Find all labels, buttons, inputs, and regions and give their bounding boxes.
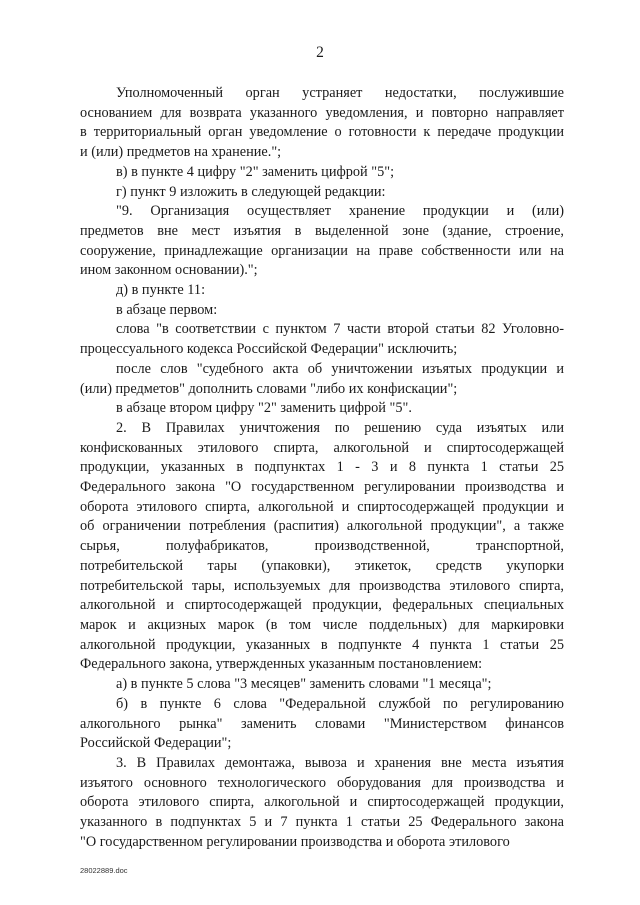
text-line: изъятого основного технологического оборудования для производства и bbox=[80, 774, 564, 791]
paragraph bbox=[80, 399, 564, 419]
text-line: Российской Федерации"; bbox=[80, 735, 232, 752]
paragraph bbox=[80, 202, 564, 281]
text-line: сырья, полуфабрикатов, производственной, транспортной, bbox=[80, 538, 564, 555]
text-line: указанного в подпунктах 5 и 7 пункта 1 статьи 25 Федерального закона bbox=[80, 814, 564, 831]
text-line: 3. В Правилах демонтажа, вывоза и хранения вне места изъятия bbox=[116, 754, 564, 771]
text-line: (или) предметов" дополнить словами "либо их конфискации"; bbox=[80, 380, 458, 397]
text-line: 2. В Правилах уничтожения по решению суда изъятых или bbox=[116, 419, 564, 436]
paragraph bbox=[80, 419, 564, 675]
text-line: марок и акцизных марок (в том числе поддельных) для маркировки bbox=[80, 616, 564, 633]
text-line: и (или) предметов на хранение."; bbox=[80, 144, 282, 161]
text-line: алкогольной и спиртосодержащей продукции, федеральных специальных bbox=[80, 597, 564, 614]
document-body bbox=[80, 84, 564, 852]
text-line: в территориальный орган уведомление о готовности к передаче продукции bbox=[80, 124, 564, 141]
text-line: основанием для возврата указанного уведомления, и повторно направляет bbox=[80, 104, 564, 121]
text-line: об ограничении потребления (распития) алкогольной продукции", а также bbox=[80, 518, 564, 535]
page-number: 2 bbox=[316, 44, 324, 61]
paragraph bbox=[80, 320, 564, 359]
text-line: оборота этилового спирта, алкогольной и спиртосодержащей продукции, bbox=[80, 794, 564, 811]
paragraph bbox=[80, 84, 564, 163]
text-line: продукции, указанных в подпунктах 1 - 3 и 8 пункта 1 статьи 25 bbox=[80, 459, 564, 476]
text-line: д) в пункте 11: bbox=[116, 282, 206, 299]
paragraph bbox=[80, 183, 564, 203]
paragraph bbox=[80, 281, 564, 301]
text-line: в абзаце первом: bbox=[116, 301, 218, 318]
text-line: в абзаце втором цифру "2" заменить цифрой "5". bbox=[116, 400, 412, 417]
text-line: алкогольной продукции, указанных в подпункте 4 пункта 1 статьи 25 bbox=[80, 636, 564, 653]
footer-filename: 28022889.doc bbox=[80, 866, 128, 875]
text-line: "О государственном регулировании производства и оборота этилового bbox=[80, 833, 510, 850]
text-line: слова "в соответствии с пунктом 7 части второй статьи 82 Уголовно- bbox=[116, 321, 564, 338]
text-line: после слов "судебного акта об уничтожении изъятых продукции и bbox=[116, 360, 564, 377]
text-line: ином законном основании)."; bbox=[80, 262, 258, 279]
text-line: Федерального закона, утвержденных указанным постановлением: bbox=[80, 656, 483, 673]
text-line: оборота этилового спирта, алкогольной и спиртосодержащей продукции и bbox=[80, 498, 564, 515]
text-line: потребительской тары (упаковки), этикеток, средств укупорки bbox=[80, 557, 564, 574]
text-line: процессуального кодекса Российской Федерации" исключить; bbox=[80, 341, 458, 358]
text-line: предметов вне мест изъятия в выделенной зоне (здание, строение, bbox=[80, 222, 564, 239]
text-line: сооружение, принадлежащие организации на праве собственности или на bbox=[80, 242, 564, 259]
text-line: Федерального закона "О государственном регулировании производства и bbox=[80, 479, 564, 496]
text-line: алкогольного рынка" заменить словами "Министерством финансов bbox=[80, 715, 564, 732]
paragraph bbox=[80, 301, 564, 321]
paragraph bbox=[80, 360, 564, 399]
paragraph bbox=[80, 675, 564, 695]
paragraph bbox=[80, 754, 564, 853]
text-line: б) в пункте 6 слова "Федеральной службой по регулированию bbox=[116, 695, 564, 712]
text-line: а) в пункте 5 слова "3 месяцев" заменить словами "1 месяца"; bbox=[116, 676, 492, 693]
text-line: конфискованных этилового спирта, алкогольной и спиртосодержащей bbox=[80, 439, 564, 456]
text-line: Уполномоченный орган устраняет недостатки, послужившие bbox=[116, 85, 564, 101]
text-line: в) в пункте 4 цифру "2" заменить цифрой "5"; bbox=[116, 163, 395, 180]
text-line: г) пункт 9 изложить в следующей редакции: bbox=[116, 183, 386, 200]
paragraph bbox=[80, 163, 564, 183]
text-line: потребительской тары, используемых для производства этилового спирта, bbox=[80, 577, 564, 594]
paragraph bbox=[80, 695, 564, 754]
text-line: "9. Организация осуществляет хранение продукции и (или) bbox=[116, 203, 564, 220]
